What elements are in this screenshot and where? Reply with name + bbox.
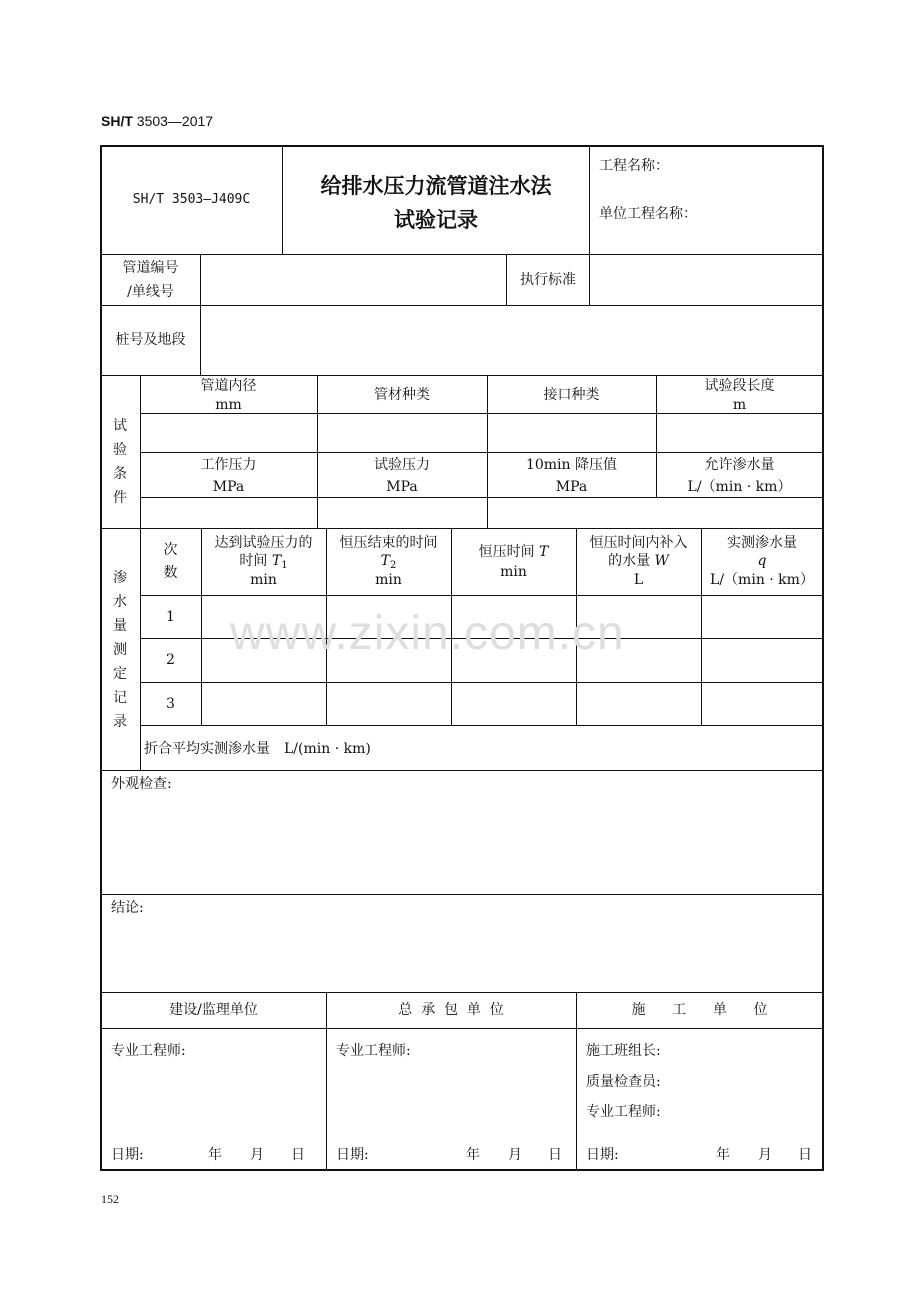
- inspection-label: 外观检查:: [111, 776, 172, 792]
- side-char: 量: [113, 618, 127, 634]
- rule: [140, 638, 823, 639]
- date-label: 日期:: [586, 1147, 619, 1163]
- t1-header: 达到试验压力的: [214, 535, 313, 551]
- working-pressure-label: 工作压力: [200, 457, 257, 473]
- rule: [101, 305, 823, 306]
- rule: [101, 254, 823, 255]
- t-prefix: 恒压时间: [478, 544, 540, 560]
- date-label: 日期:: [111, 1147, 144, 1163]
- side-char: 验: [113, 442, 127, 458]
- col1-engineer-label: 专业工程师:: [111, 1043, 186, 1059]
- side-char: 件: [113, 490, 127, 506]
- side-char: 录: [113, 714, 127, 730]
- w-header-2: [576, 551, 701, 571]
- working-pressure-unit: MPa: [212, 479, 245, 495]
- rule: [140, 452, 823, 453]
- day-label: 日: [291, 1147, 305, 1163]
- month-label: 月: [758, 1147, 772, 1163]
- col3-engineer-label: 专业工程师:: [586, 1104, 661, 1120]
- team-leader-label: 施工班组长:: [586, 1043, 661, 1059]
- side-char: 测: [113, 642, 127, 658]
- w-var: W: [654, 553, 669, 569]
- t-var: T: [539, 544, 549, 560]
- row-number: 3: [166, 696, 175, 712]
- year-label: 年: [466, 1147, 480, 1163]
- t2-unit: min: [375, 572, 402, 588]
- station-label: 桩号及地段: [115, 332, 186, 348]
- t-header: [451, 542, 576, 562]
- pressure-drop-label: 10min 降压值: [525, 457, 618, 473]
- side-char: 记: [113, 690, 127, 706]
- form-title-line1: 给排水压力流管道注水法: [320, 174, 552, 198]
- rule: [140, 497, 823, 498]
- col2-engineer-label: 专业工程师:: [336, 1043, 411, 1059]
- watermark: www.zixin.com.cn: [230, 607, 625, 660]
- header-standard: 3503—2017: [136, 113, 214, 129]
- rule: [140, 595, 823, 596]
- inner-diameter-unit: mm: [215, 397, 242, 413]
- seepage-side-label: [110, 566, 130, 734]
- t1-var: T: [271, 553, 282, 569]
- form-code: SH/T 3503—J409C: [132, 192, 251, 207]
- owner-supervisor-title: 建设/监理单位: [169, 1002, 258, 1018]
- inner-diameter-label: 管道内径: [200, 378, 257, 394]
- page-header: [101, 113, 213, 129]
- w-header: 恒压时间内补入: [589, 535, 688, 551]
- t2-sub: 2: [389, 560, 397, 571]
- q-var: q: [757, 553, 767, 569]
- t2-var: T: [380, 553, 390, 569]
- average-seepage-label: 折合平均实测渗水量 L/(min · km): [144, 741, 371, 757]
- unit-project-label: 单位工程名称：: [599, 206, 697, 222]
- t-unit: min: [500, 564, 527, 580]
- year-label: 年: [208, 1147, 222, 1163]
- t1-prefix: 时间: [239, 553, 272, 569]
- count-header: 次: [163, 542, 178, 558]
- allowable-seepage-unit: L/（min · km）: [687, 479, 792, 495]
- q-unit: L/（min · km）: [710, 572, 814, 588]
- project-name-label: 工程名称：: [599, 158, 669, 174]
- rule: [589, 146, 590, 305]
- rule: [101, 1028, 823, 1029]
- row-number: 1: [166, 609, 175, 625]
- test-pressure-label: 试验压力: [374, 457, 430, 473]
- t2-header: 恒压结束的时间: [339, 535, 438, 551]
- general-contractor-title: 总 承 包 单 位: [398, 1002, 504, 1018]
- rule: [101, 770, 823, 771]
- month-label: 月: [508, 1147, 522, 1163]
- test-pressure-unit: MPa: [386, 479, 418, 495]
- rule: [140, 682, 823, 683]
- side-char: 试: [113, 418, 127, 434]
- month-label: 月: [250, 1147, 264, 1163]
- q-header-2: [701, 551, 823, 571]
- rule: [140, 725, 823, 726]
- joint-type-label: 接口种类: [543, 387, 600, 403]
- rule: [101, 992, 823, 993]
- section-length-unit: m: [732, 397, 747, 413]
- section-length-label: 试验段长度: [704, 378, 775, 394]
- side-char: 渗: [113, 570, 127, 586]
- rule: [200, 254, 201, 375]
- pipe-no-label-2: /单线号: [127, 284, 174, 300]
- pipe-no-label: 管道编号: [122, 260, 179, 276]
- year-label: 年: [716, 1147, 730, 1163]
- row-number: 2: [166, 652, 175, 668]
- day-label: 日: [548, 1147, 562, 1163]
- t1-sub: 1: [281, 560, 288, 571]
- day-label: 日: [798, 1147, 812, 1163]
- conditions-side-label: [110, 414, 130, 510]
- header-code: SH/T: [101, 113, 133, 129]
- allowable-seepage-label: 允许渗水量: [704, 457, 775, 473]
- side-char: 定: [113, 666, 127, 682]
- rule: [101, 528, 823, 529]
- w-prefix: 的水量: [608, 553, 655, 569]
- quality-inspector-label: 质量检查员:: [586, 1074, 661, 1090]
- form-title-line2: 试验记录: [394, 208, 478, 232]
- construction-unit-title: 施 工 单 位: [631, 1002, 768, 1018]
- pipe-material-label: 管材种类: [374, 387, 430, 403]
- page-number: 152: [101, 1192, 119, 1206]
- rule: [101, 894, 823, 895]
- side-char: 条: [113, 466, 127, 482]
- side-char: 水: [113, 594, 127, 610]
- w-unit: L: [633, 572, 644, 588]
- standard-label: 执行标准: [520, 272, 576, 288]
- pressure-drop-unit: MPa: [555, 479, 588, 495]
- conclusion-label: 结论:: [111, 900, 144, 916]
- count-header-2: 数: [163, 565, 178, 581]
- t1-unit: min: [250, 572, 277, 588]
- q-header: 实测渗水量: [727, 535, 797, 551]
- date-label: 日期:: [336, 1147, 369, 1163]
